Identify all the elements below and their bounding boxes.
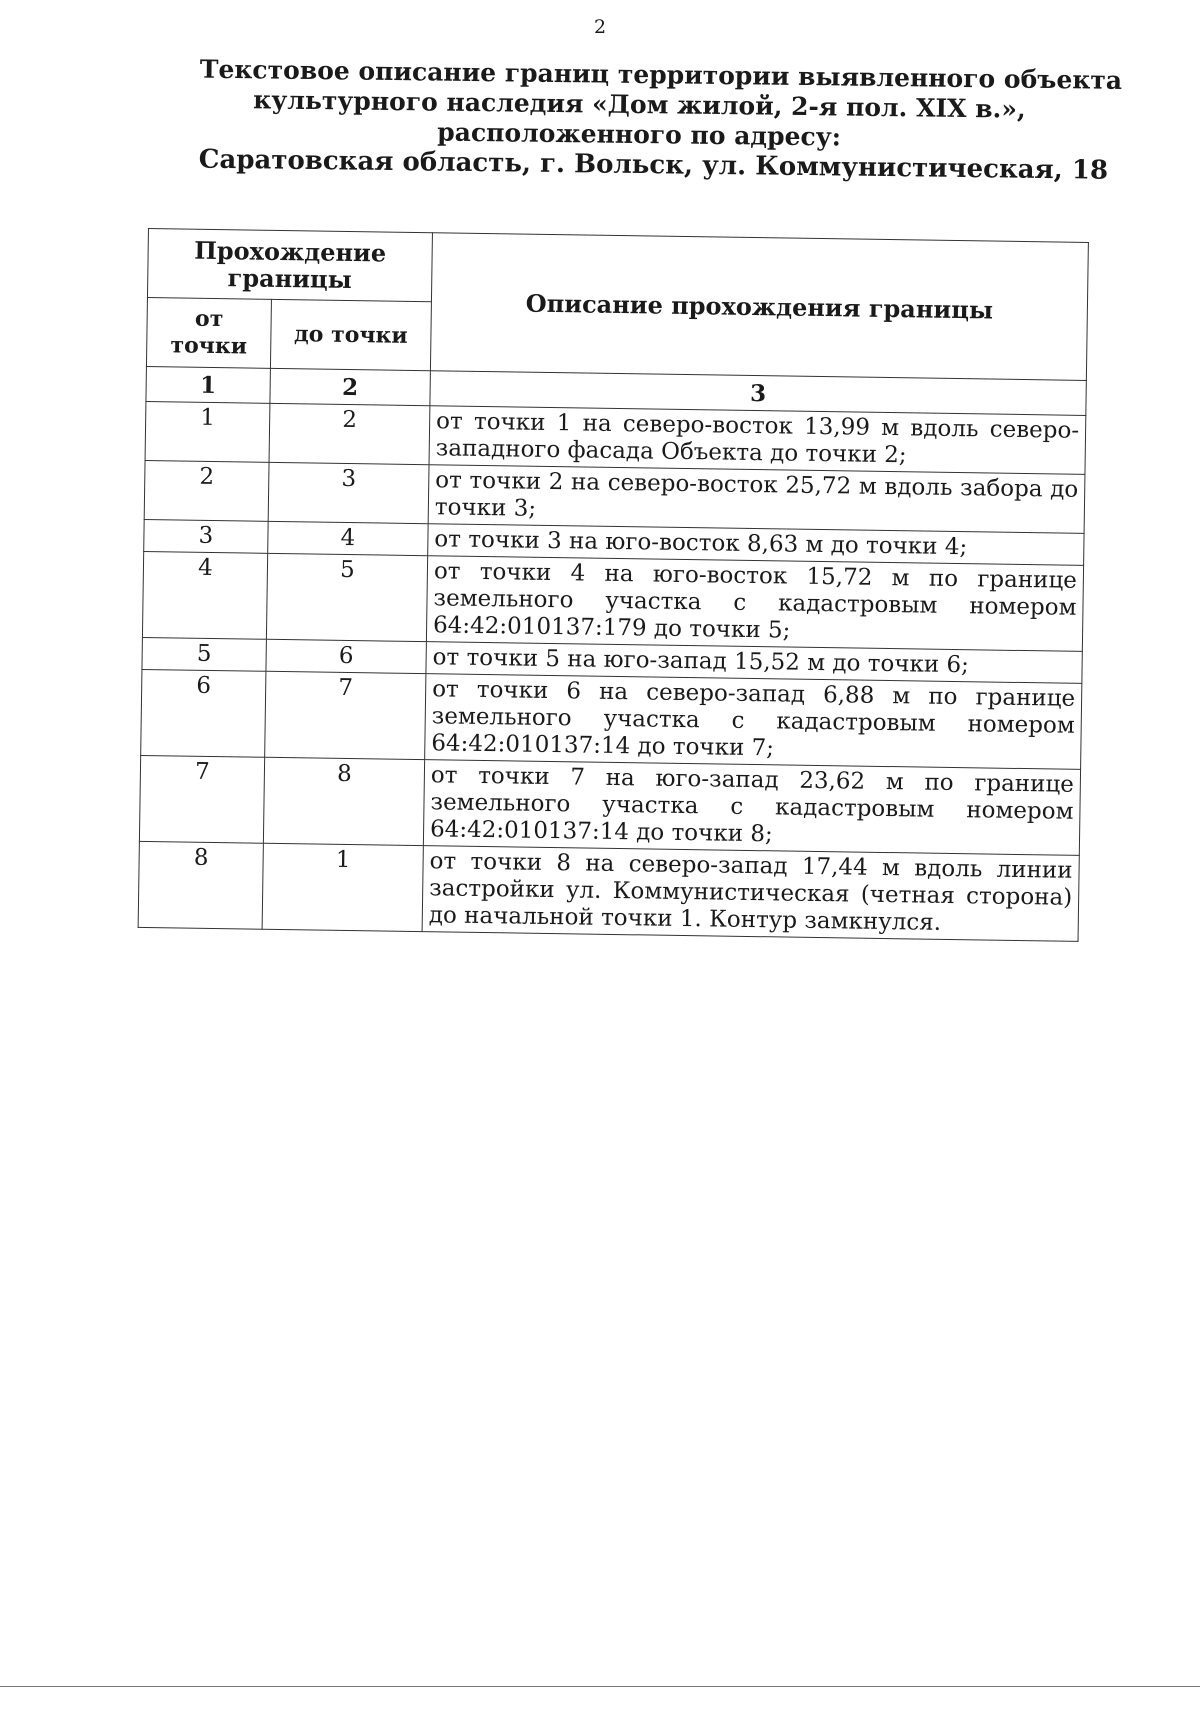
description-cell: от точки 1 на северо-восток 13,99 м вдоль северо-западного фасада Объекта до точки 2;: [429, 406, 1086, 475]
header-description: Описание прохождения границы: [430, 233, 1088, 381]
from-point-cell: 8: [138, 841, 263, 929]
from-point-cell: 7: [139, 755, 264, 843]
header-boundary-passage: Прохождение границы: [147, 229, 432, 302]
from-point-cell: 6: [141, 669, 266, 757]
header-from-point: от точки: [146, 297, 271, 368]
to-point-cell: 2: [269, 403, 430, 464]
to-point-cell: 8: [263, 757, 424, 845]
description-cell: от точки 7 на юго-запад 23,62 м по границе земельного участка с кадастровым номером 64:42:010137:14 до точки 8;: [423, 760, 1080, 856]
title-line-2: культурного наследия «Дом жилой, 2-я пол. XIX в.»,: [253, 85, 1026, 124]
column-number-2: 2: [270, 368, 431, 405]
title-line-1: Текстовое описание границ территории выявленного объекта: [199, 54, 1123, 95]
description-cell: от точки 3 на юго-восток 8,63 м до точки 4;: [428, 524, 1084, 566]
description-cell: от точки 6 на северо-запад 6,88 м по границе земельного участка с кадастровым номером 64:42:010137:14 до точки 7;: [425, 674, 1082, 770]
table-row: [142, 551, 1083, 651]
table-row: [138, 841, 1079, 941]
boundary-table: [138, 228, 1089, 942]
description-cell: от точки 2 на северо-восток 25,72 м вдоль забора до точки 3;: [428, 465, 1085, 534]
page-number: 2: [593, 16, 607, 38]
column-number-3: 3: [430, 371, 1086, 416]
title-line-3: расположенного по адресу:: [437, 117, 842, 152]
to-point-cell: 5: [266, 553, 427, 641]
from-point-cell: 5: [142, 637, 266, 671]
column-number-1: 1: [146, 366, 271, 403]
description-cell: от точки 4 на юго-восток 15,72 м по границе земельного участка с кадастровым номером 64:42:010137:179 до точки 5;: [426, 556, 1083, 652]
description-cell: от точки 8 на северо-запад 17,44 м вдоль линии застройки ул. Коммунистическая (четная сторона) до начальной точки 1. Контур замкнулся.: [422, 846, 1079, 942]
table-row: [141, 669, 1082, 769]
to-point-cell: 3: [268, 462, 429, 523]
from-point-cell: 2: [144, 460, 269, 521]
header-to-point: до точки: [270, 299, 431, 370]
from-point-cell: 1: [145, 401, 270, 462]
to-point-cell: 4: [268, 521, 428, 555]
table-row: [139, 755, 1080, 855]
description-cell: от точки 5 на юго-запад 15,52 м до точки 6;: [426, 642, 1082, 684]
to-point-cell: 7: [265, 671, 426, 759]
from-point-cell: 3: [144, 519, 268, 553]
title-line-4: Саратовская область, г. Вольск, ул. Коммунистическая, 18: [198, 144, 1109, 186]
to-point-cell: 1: [262, 843, 423, 931]
from-point-cell: 4: [142, 551, 267, 639]
page-bottom-edge: [0, 1686, 1200, 1687]
to-point-cell: 6: [266, 639, 426, 673]
document-title: [198, 54, 1123, 186]
